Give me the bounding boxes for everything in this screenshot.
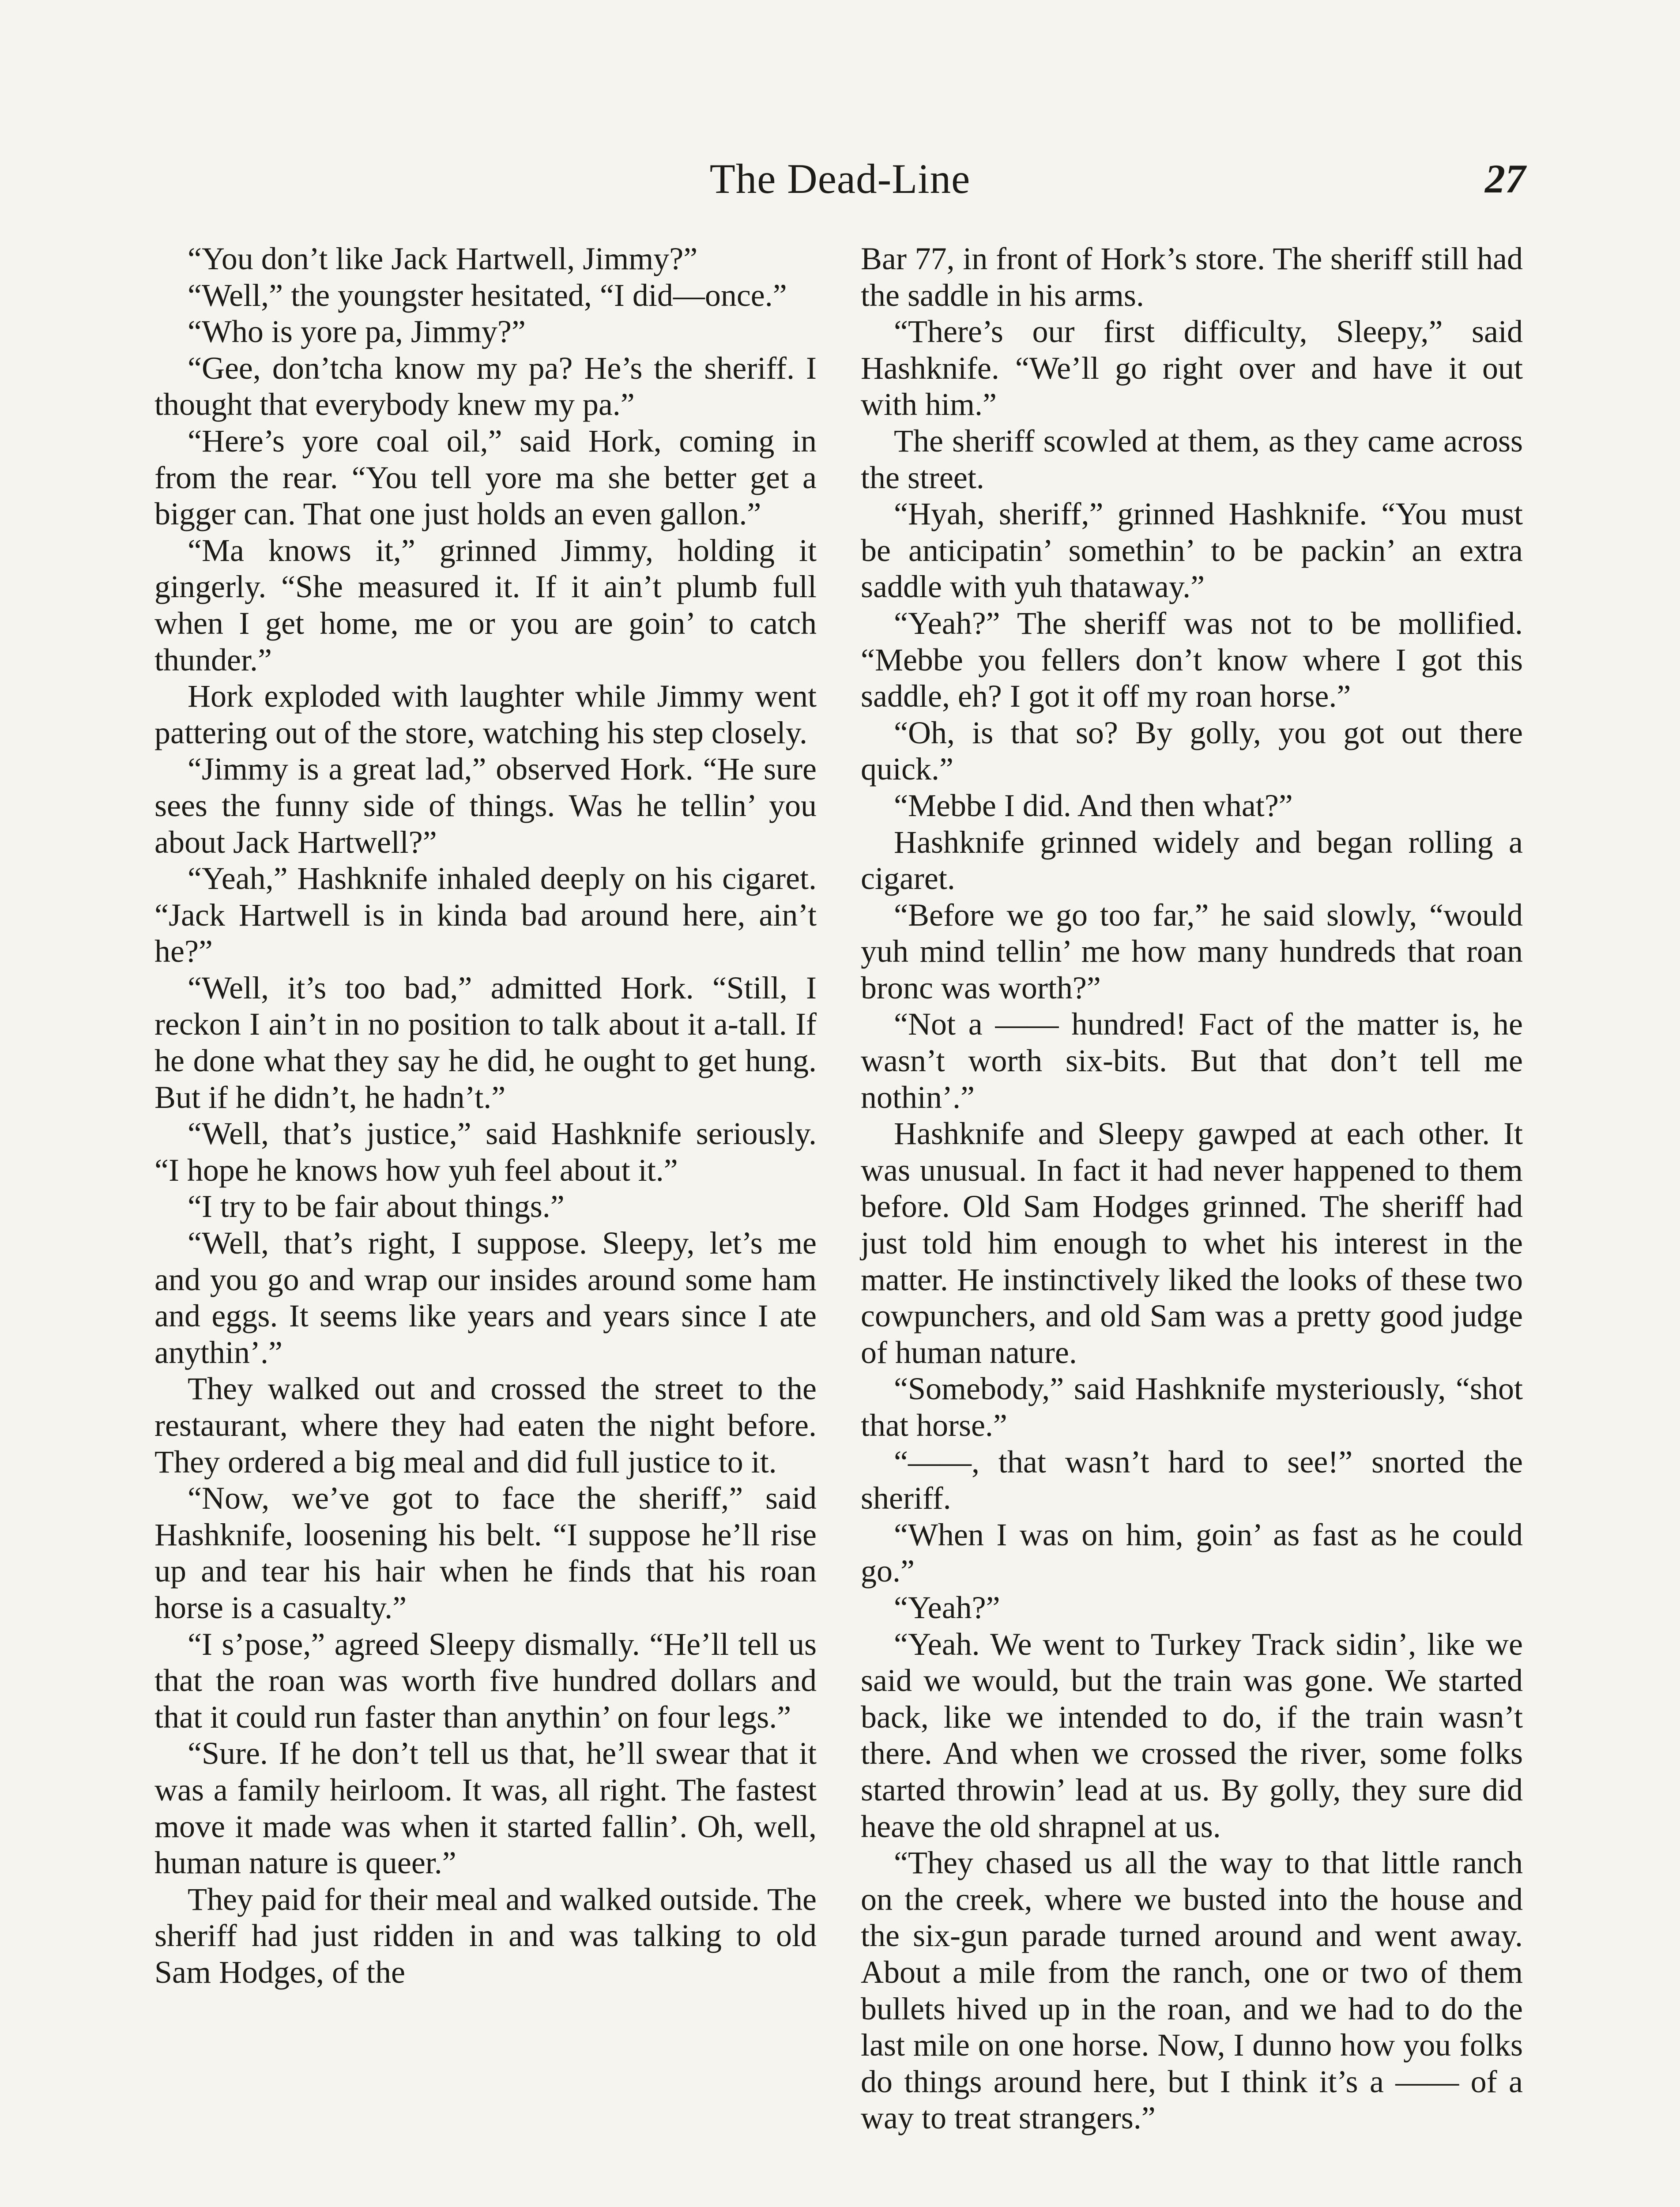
paragraph: “Hyah, sheriff,” grinned Hashknife. “You must be anticipatin’ somethin’ to be packin’ an extra saddle with yuh thataway.”	[861, 496, 1523, 605]
paragraph: “——, that wasn’t hard to see!” snorted the sheriff.	[861, 1444, 1523, 1516]
paragraph-continuation: Bar 77, in front of Hork’s store. The sheriff still had the saddle in his arms.	[861, 241, 1523, 313]
paragraph: “You don’t like Jack Hartwell, Jimmy?”	[188, 241, 698, 276]
paragraph: “Now, we’ve got to face the sheriff,” said Hashknife, loosening his belt. “I suppose he’ll rise up and tear his hair when he finds that his roan horse is a casualty.”	[154, 1480, 817, 1625]
paragraph: “I s’pose,” agreed Sleepy dismally. “He’ll tell us that the roan was worth five hundred dollars and that it could run faster than anythin’ on four legs.”	[154, 1626, 817, 1735]
paragraph: “Well, that’s right, I suppose. Sleepy, let’s me and you go and wrap our insides around some ham and eggs. It seems like years and years since I ate anythin’.”	[154, 1225, 817, 1370]
paragraph: “Well, it’s too bad,” admitted Hork. “Still, I reckon I ain’t in no position to talk about it a-tall. If he done what they say he did, he ought to get hung. But if he didn’t, he hadn’t.”	[154, 970, 817, 1115]
paragraph: They walked out and crossed the street to the restaurant, where they had eaten the night before. They ordered a big meal and did full justice to it.	[154, 1371, 817, 1480]
paragraph: “Jimmy is a great lad,” observed Hork. “He sure sees the funny side of things. Was he tellin’ you about Jack Hartwell?”	[154, 751, 817, 860]
running-head	[154, 146, 1526, 212]
paragraph: “When I was on him, goin’ as fast as he could go.”	[861, 1517, 1523, 1589]
paragraph: “Somebody,” said Hashknife mysteriously, “shot that horse.”	[861, 1371, 1523, 1443]
page-title: The Dead-Line	[709, 155, 971, 202]
paragraph: “Ma knows it,” grinned Jimmy, holding it gingerly. “She measured it. If it ain’t plumb full when I get home, me or you are goin’ to catch thunder.”	[154, 532, 817, 678]
paragraph: Hashknife and Sleepy gawped at each other. It was unusual. In fact it had never happened to them before. Old Sam Hodges grinned. The sheriff had just told him enough to whet his interest in the matter. He instinctively liked the looks of these two cowpunchers, and old Sam was a pretty good judge of human nature.	[861, 1116, 1523, 1370]
page-number: 27	[1485, 156, 1526, 201]
paragraph: Hashknife grinned widely and began rolling a cigaret.	[861, 824, 1523, 896]
paragraph: The sheriff scowled at them, as they came across the street.	[861, 423, 1523, 495]
paragraph: “Mebbe I did. And then what?”	[894, 787, 1293, 823]
paragraph: “Oh, is that so? By golly, you got out there quick.”	[861, 715, 1523, 787]
paragraph: “Well,” the youngster hesitated, “I did—once.”	[188, 277, 787, 313]
paragraph: “I try to be fair about things.”	[188, 1189, 565, 1224]
paragraph: “Who is yore pa, Jimmy?”	[188, 314, 526, 350]
left-column	[154, 241, 817, 1991]
paragraph: “They chased us all the way to that little ranch on the creek, where we busted into the house and the six-gun parade turned around and went away. About a mile from the ranch, one or two of them bullets hived up in the roan, and we had to do the last mile on one horse. Now, I dunno how you folks do things around here, but I think it’s a —— of a way to treat strangers.”	[861, 1845, 1523, 2136]
right-column	[861, 241, 1523, 2136]
paragraph: Hork exploded with laughter while Jimmy went pattering out of the store, watching his step closely.	[154, 678, 817, 750]
paragraph: “Yeah?” The sheriff was not to be mollified. “Mebbe you fellers don’t know where I got this saddle, eh? I got it off my roan horse.”	[861, 605, 1523, 714]
paragraph: “Yeah,” Hashknife inhaled deeply on his cigaret. “Jack Hartwell is in kinda bad around here, ain’t he?”	[154, 861, 817, 969]
paragraph: “Sure. If he don’t tell us that, he’ll swear that it was a family heirloom. It was, all right. The fastest move it made was when it started fallin’. Oh, well, human nature is queer.”	[154, 1736, 817, 1881]
paragraph: “Well, that’s justice,” said Hashknife seriously. “I hope he knows how yuh feel about it.”	[154, 1116, 817, 1188]
paragraph: “Yeah. We went to Turkey Track sidin’, like we said we would, but the train was gone. We started back, like we intended to do, if the train wasn’t there. And when we crossed the river, some folks started throwin’ lead at us. By golly, they sure did heave the old shrapnel at us.	[861, 1626, 1523, 1844]
paragraph: “Yeah?”	[894, 1589, 1000, 1625]
paragraph: “Before we go too far,” he said slowly, “would yuh mind tellin’ me how many hundreds that roan bronc was worth?”	[861, 897, 1523, 1006]
paragraph: “Here’s yore coal oil,” said Hork, coming in from the rear. “You tell yore ma she better get a bigger can. That one just holds an even gallon.”	[154, 423, 817, 532]
paragraph: “Gee, don’tcha know my pa? He’s the sheriff. I thought that everybody knew my pa.”	[154, 350, 817, 422]
paragraph: They paid for their meal and walked outside. The sheriff had just ridden in and was talking to old Sam Hodges, of the	[154, 1881, 817, 1990]
paragraph: “There’s our first difficulty, Sleepy,” said Hashknife. “We’ll go right over and have it out with him.”	[861, 314, 1523, 422]
paragraph: “Not a —— hundred! Fact of the matter is, he wasn’t worth six-bits. But that don’t tell me nothin’.”	[861, 1006, 1523, 1115]
